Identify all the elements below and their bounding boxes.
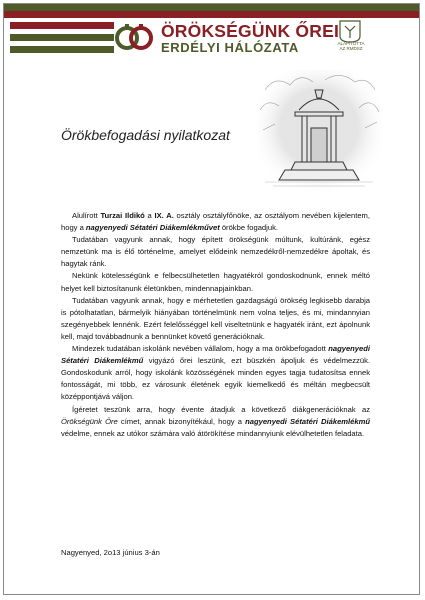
text-run: címet, annak bizonyítékául, hogy a [117, 416, 246, 426]
date-line: Nagyenyed, 2o13 június 3-án [61, 548, 160, 557]
text-run: Turzai Ildikó [100, 211, 145, 220]
logo-title: ÖRÖKSÉGÜNK ŐREI [161, 21, 340, 41]
text-run: a [144, 211, 155, 220]
seal-caption: ALAPÍTOTTA AZ RMDSZ [337, 41, 365, 51]
header-stripe [4, 4, 419, 18]
text-run: Mindezek tudatában iskolánk nevében vállalom, hogy a ma örökbefogadott [72, 344, 329, 354]
text-run: Ígéretet teszünk arra, hogy évente átadjuk a következő diákgenerációknak az [72, 404, 370, 414]
paragraph [61, 210, 370, 234]
logo-subtitle: ERDÉLYI HÁLÓZATA [161, 40, 299, 55]
text-run: örökbe fogadjuk. [219, 223, 278, 233]
header-color-bars [10, 22, 114, 58]
monument-sketch-icon [255, 70, 383, 198]
paragraph [61, 404, 370, 440]
text-run: IX. A. [154, 211, 174, 220]
rings-logo-icon [114, 22, 156, 52]
text-run: Tudatában vagyunk annak, hogy e mérhetetlen gazdagságú örökség legkisebb darabja is pótolhatatlan, bármelyik hiányában történelmünk nem volna teljes, és mi, mindannyian szegényebbek lennénk. Ezért felelősséggel kell viseltetnünk e hagyaték iránt, ezt ápolnunk kell, majd továbbadnunk a bennünket követő generációknak. [61, 295, 370, 341]
text-run: Nekünk kötelességünk e felbecsülhetetlen hagyatékról gondoskodnunk, ennek méltó helyet kell biztosítanunk életünkben, mindennapjainkban. [61, 271, 370, 293]
paragraph [61, 343, 370, 403]
text-run: Örökségünk Őre [61, 416, 118, 426]
text-run: osztály osztályfőnöke, az osztályom nevében kijelentem, hogy a [61, 211, 370, 233]
text-run: védelme, ennek az utókor számára való átörökítése mindannyiunk elévülhetetlen feladata. [61, 428, 365, 438]
text-run: nagyenyedi Sétatéri Diákemlékművet [85, 223, 220, 233]
paragraph [61, 295, 370, 343]
rmdsz-seal-icon [327, 18, 373, 58]
text-run: vigyázó őrei leszünk, ezt büszkén ápoljuk és védelmezzük. Gondoskodunk arról, hogy iskolánk közösségének minden egyes tagja tudatosítsa ennek fontosságát, mi több, ez városunk életének egyik kiemelkedő és méltán megbecsült középpontjává váljon. [61, 356, 370, 402]
paragraph [61, 270, 370, 294]
text-run: nagyenyedi Sétatéri Diákemlékmű [61, 344, 370, 366]
text-run: Alulírott [72, 211, 101, 220]
text-run: nagyenyedi Sétatéri Diákemlékmű [245, 416, 370, 426]
text-run: Tudatában vagyunk annak, hogy épített örökségünk múltunk, kultúránk, egész nemzetünk ma is élő történelme, amelyet elődeink nemzedékről-nemzedékre ápoltak, és hagytak ránk. [61, 235, 370, 269]
document-title: Örökbefogadási nyilatkozat [61, 127, 230, 143]
declaration-body [61, 210, 370, 440]
paragraph [61, 234, 370, 270]
